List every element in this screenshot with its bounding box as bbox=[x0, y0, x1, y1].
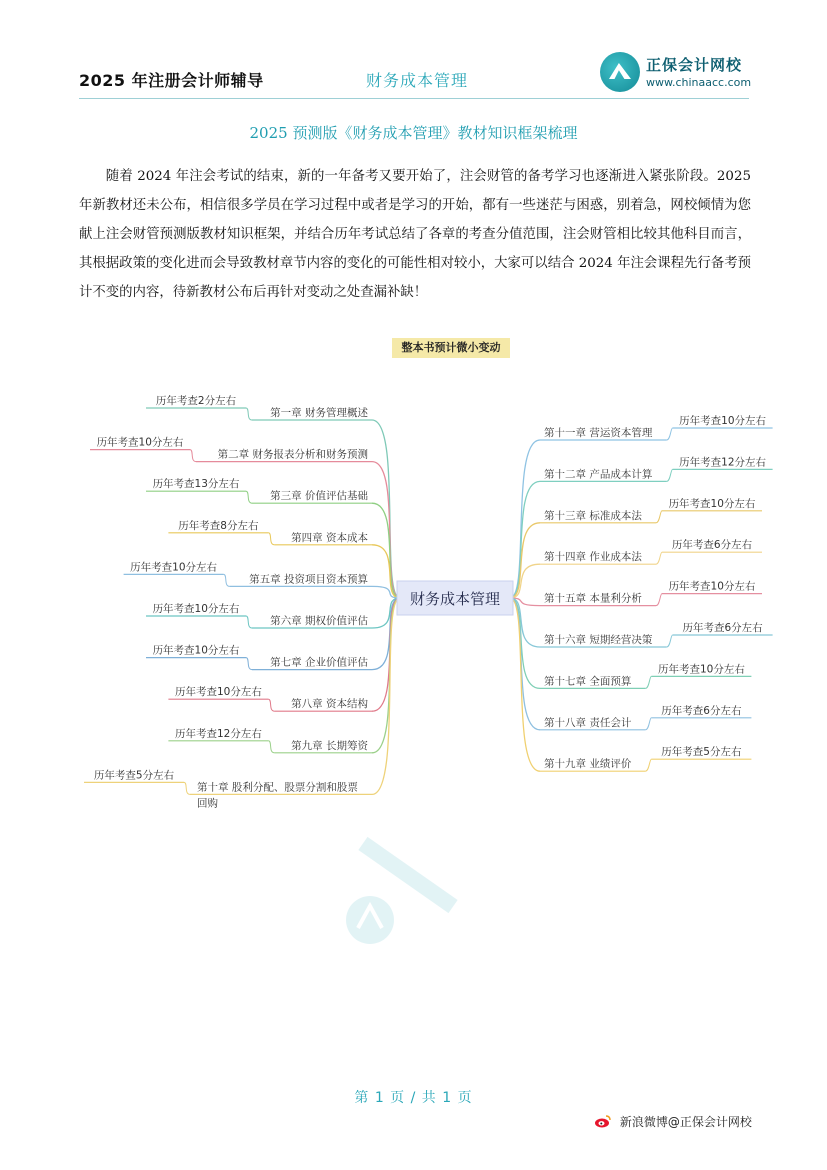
mindmap-branch-left bbox=[372, 545, 400, 598]
chapter-label: 第六章 期权价值评估 bbox=[270, 615, 368, 627]
score-connector bbox=[667, 428, 673, 440]
score-connector bbox=[667, 469, 673, 481]
mindmap-branch-left bbox=[372, 598, 400, 711]
chapter-label: 第十九章 业绩评价 bbox=[544, 758, 632, 771]
score-label: 历年考查10分左右 bbox=[668, 497, 756, 510]
score-connector bbox=[246, 491, 252, 503]
chapter-label: 第十八章 责任会计 bbox=[544, 716, 632, 729]
score-connector bbox=[656, 552, 662, 564]
score-label: 历年考查10分左右 bbox=[657, 663, 745, 676]
score-label: 历年考查2分左右 bbox=[155, 395, 237, 407]
page-number: 第 1 页 / 共 1 页 bbox=[354, 1090, 473, 1106]
score-connector bbox=[268, 741, 274, 753]
mindmap-branch-right bbox=[510, 598, 540, 771]
chapter-label: 第十章 股利分配、股票分割和股票 bbox=[197, 781, 358, 794]
score-label: 历年考查10分左右 bbox=[174, 686, 262, 699]
score-connector bbox=[190, 450, 196, 462]
chapter-label: 第二章 财务报表分析和财务预测 bbox=[217, 448, 368, 461]
score-label: 历年考查6分左右 bbox=[661, 704, 742, 717]
score-connector bbox=[246, 658, 252, 670]
chapter-label: 第四章 资本成本 bbox=[291, 531, 368, 544]
chapter-label: 第十三章 标准成本法 bbox=[544, 509, 642, 522]
score-connector bbox=[268, 699, 274, 711]
logo-mark-icon bbox=[600, 52, 640, 92]
score-label: 历年考查10分左右 bbox=[668, 580, 756, 593]
score-label: 历年考查13分左右 bbox=[152, 478, 240, 491]
chapter-label: 第七章 企业价值评估 bbox=[270, 656, 368, 669]
score-label: 历年考查10分左右 bbox=[679, 415, 767, 427]
chapter-label-cont: 回购 bbox=[197, 797, 218, 810]
score-connector bbox=[656, 594, 662, 606]
watermark-icon bbox=[340, 800, 540, 960]
chapter-label: 第十六章 短期经营决策 bbox=[544, 634, 653, 646]
weibo-text: 新浪微博@正保会计网校 bbox=[619, 1115, 752, 1129]
chinaacc-logo bbox=[600, 52, 760, 94]
score-connector bbox=[645, 759, 651, 771]
score-connector bbox=[645, 718, 651, 730]
header-divider bbox=[79, 98, 749, 99]
chapter-label: 第八章 资本结构 bbox=[291, 698, 368, 711]
score-connector bbox=[268, 533, 274, 545]
intro-text: 随着 2024 年注会考试的结束，新的一年备考又要开始了，注会财管的备考学习也逐渐进入紧张阶段。2025 年新教材还未公布，相信很多学员在学习过程中或者是学习的开始，都有一些迷茫与困惑，别着急，网校倾情为您献上注会财管预测版教材知识框架，并结合历年考试总结了各章的考查分值范围，注会财管相比较其他科目而言，其根据政策的变化进而会导致教材章节内容的变化的可能性相对较小，大家可以结合 2024 年注会课程先行备考预计不变的内容，待新教材公布后再针对变动之处查漏补缺！ bbox=[79, 169, 751, 300]
score-label: 历年考查10分左右 bbox=[152, 644, 240, 657]
mindmap-branch-right bbox=[510, 440, 540, 598]
score-label: 历年考查12分左右 bbox=[679, 456, 767, 469]
score-connector bbox=[246, 616, 252, 628]
score-label: 历年考查6分左右 bbox=[671, 539, 753, 552]
score-label: 历年考查6分左右 bbox=[682, 622, 763, 634]
intro-paragraph bbox=[79, 162, 751, 307]
logo-name: 正保会计网校 bbox=[646, 56, 743, 74]
chapter-label: 第五章 投资项目资本预算 bbox=[249, 573, 368, 586]
weibo-icon bbox=[594, 1114, 612, 1128]
score-label: 历年考查5分左右 bbox=[661, 746, 742, 759]
score-connector bbox=[246, 408, 252, 420]
score-label: 历年考查10分左右 bbox=[96, 436, 184, 449]
score-connector bbox=[645, 676, 651, 688]
mindmap-branch-left bbox=[372, 420, 400, 598]
score-connector bbox=[656, 511, 662, 523]
score-label: 历年考查8分左右 bbox=[178, 519, 259, 532]
weibo-credit bbox=[594, 1113, 752, 1130]
score-label: 历年考查10分左右 bbox=[130, 561, 218, 574]
logo-url: www.chinaacc.com bbox=[646, 76, 752, 89]
score-label: 历年考查5分左右 bbox=[93, 769, 175, 782]
change-note-tag: 整本书预计微小变动 bbox=[392, 338, 510, 358]
chapter-label: 第十四章 作业成本法 bbox=[544, 551, 642, 564]
mindmap-branch-right bbox=[510, 598, 540, 688]
score-label: 历年考查10分左右 bbox=[152, 603, 240, 615]
mindmap-branch-left bbox=[372, 598, 400, 753]
header-course-title: 2025 年注册会计师辅导 bbox=[79, 71, 264, 90]
chapter-label: 第十一章 营运资本管理 bbox=[544, 427, 653, 439]
mind-map bbox=[0, 370, 827, 820]
chapter-label: 第九章 长期筹资 bbox=[291, 739, 368, 752]
document-title: 2025 预测版《财务成本管理》教材知识框架梳理 bbox=[249, 124, 578, 142]
mindmap-branch-right bbox=[510, 523, 540, 598]
mindmap-branch-right bbox=[510, 598, 540, 730]
chapter-label: 第十二章 产品成本计算 bbox=[544, 468, 653, 481]
mindmap-branch-right bbox=[510, 481, 540, 598]
score-connector bbox=[224, 574, 230, 586]
score-label: 历年考查12分左右 bbox=[174, 727, 262, 740]
chapter-label: 第十五章 本量利分析 bbox=[544, 592, 642, 605]
score-connector bbox=[667, 635, 673, 647]
chapter-label: 第一章 财务管理概述 bbox=[270, 407, 368, 419]
header-subject-title: 财务成本管理 bbox=[366, 71, 469, 90]
mindmap-branch-left bbox=[372, 598, 400, 670]
chapter-label: 第十七章 全面预算 bbox=[544, 675, 632, 688]
chapter-label: 第三章 价值评估基础 bbox=[270, 490, 368, 503]
score-connector bbox=[184, 782, 190, 794]
center-node-label: 财务成本管理 bbox=[409, 590, 501, 608]
mindmap-branch-left bbox=[372, 462, 400, 598]
mindmap-branch-left bbox=[372, 503, 400, 598]
